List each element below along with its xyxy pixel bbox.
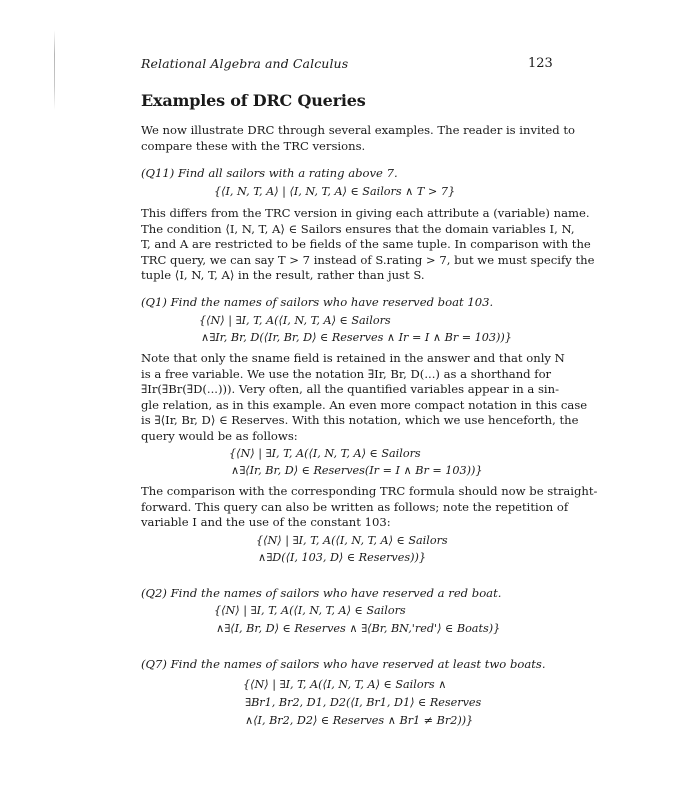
formula-q1-compact-line: ∧∃⟨Ir, Br, D⟩ ∈ Reserves(Ir = I ∧ Br = 103))} (231, 464, 483, 477)
text-line: This differs from the TRC version in giving each attribute a (variable) name. (141, 206, 590, 220)
text-line: ∃Ir(∃Br(∃D(...))). Very often, all the quantified variables appear in a sin- (141, 382, 560, 396)
query-title-q7: (Q7) Find the names of sailors who have reserved at least two boats. (141, 657, 546, 671)
query-title-q2: (Q2) Find the names of sailors who have reserved a red boat. (141, 586, 502, 600)
scan-edge-mark (54, 30, 55, 110)
q11-explanation (141, 206, 595, 284)
formula-q1-alt-line: ∧∃D(⟨I, 103, D⟩ ∈ Reserves))} (258, 551, 426, 564)
formula-q1-line: ∧∃Ir, Br, D(⟨Ir, Br, D⟩ ∈ Reserves ∧ Ir = I ∧ Br = 103))} (201, 331, 512, 344)
text-line: is a free variable. We use the notation ∃Ir, Br, D(...) as a shorthand for (141, 366, 552, 381)
formula-q7-line: {⟨N⟩ | ∃I, T, A(⟨I, N, T, A⟩ ∈ Sailors ∧ (243, 678, 447, 691)
text-line: Note that only the sname field is retained in the answer and that only N (141, 351, 565, 365)
query-title-q1: (Q1) Find the names of sailors who have reserved boat 103. (141, 295, 494, 309)
text-line: gle relation, as in this example. An even more compact notation in this case (141, 397, 588, 412)
formula-q7-line: ∃Br1, Br2, D1, D2(⟨I, Br1, D1⟩ ∈ Reserves (245, 696, 482, 709)
intro-paragraph (141, 123, 576, 154)
q1-explanation (141, 351, 588, 444)
page-number: 123 (528, 56, 553, 71)
text-line: tuple ⟨I, N, T, A⟩ in the result, rather than just S. (141, 268, 425, 282)
text-line: compare these with the TRC versions. (141, 138, 366, 153)
q1-comparison (141, 484, 598, 531)
query-title-q11: (Q11) Find all sailors with a rating above 7. (141, 166, 398, 180)
formula-q1-alt-line: {⟨N⟩ | ∃I, T, A(⟨I, N, T, A⟩ ∈ Sailors (256, 534, 448, 547)
text-line: forward. This query can also be written as follows; note the repetition of (141, 499, 569, 514)
formula-q1-compact-line: {⟨N⟩ | ∃I, T, A(⟨I, N, T, A⟩ ∈ Sailors (229, 447, 421, 460)
text-line: TRC query, we can say T > 7 instead of S.rating > 7, but we must specify the (141, 252, 595, 267)
formula-q7-line: ∧⟨I, Br2, D2⟩ ∈ Reserves ∧ Br1 ≠ Br2))} (245, 714, 474, 727)
text-line: The condition ⟨I, N, T, A⟩ ∈ Sailors ensures that the domain variables I, N, (141, 221, 575, 236)
text-line: T, and A are restricted to be fields of the same tuple. In comparison with the (141, 237, 591, 251)
formula-q1-line: {⟨N⟩ | ∃I, T, A(⟨I, N, T, A⟩ ∈ Sailors (199, 314, 391, 327)
text-line: We now illustrate DRC through several examples. The reader is invited to (141, 123, 576, 137)
text-line: The comparison with the corresponding TRC formula should now be straight- (141, 484, 598, 498)
formula-q2-line: {⟨N⟩ | ∃I, T, A(⟨I, N, T, A⟩ ∈ Sailors (214, 604, 406, 617)
formula-q2-line: ∧∃⟨I, Br, D⟩ ∈ Reserves ∧ ∃⟨Br, BN,'red'⟩ ∈ Boats)} (216, 622, 501, 635)
running-header-title: Relational Algebra and Calculus (141, 56, 349, 71)
text-line: variable I and the use of the constant 103: (141, 515, 391, 529)
text-line: query would be as follows: (141, 428, 298, 443)
formula-q11: {⟨I, N, T, A⟩ | ⟨I, N, T, A⟩ ∈ Sailors ∧ T > 7} (214, 185, 456, 198)
section-heading: Examples of DRC Queries (141, 91, 366, 110)
text-line: is ∃⟨Ir, Br, D⟩ ∈ Reserves. With this notation, which we use henceforth, the (141, 413, 579, 427)
